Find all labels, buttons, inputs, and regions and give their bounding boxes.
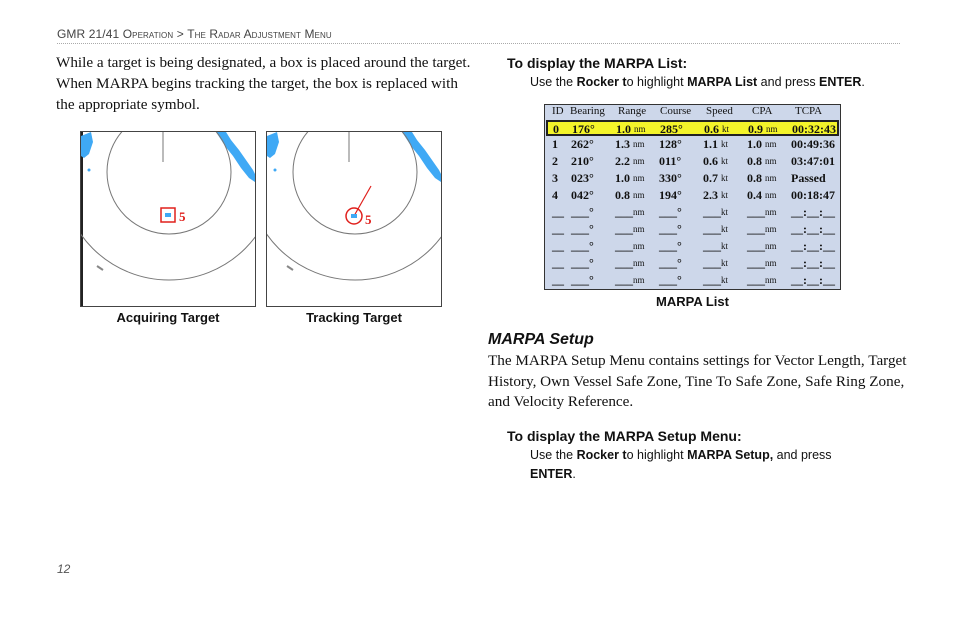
cell-cpa-unit: nm [765,241,777,251]
cell-id: __ [552,239,564,253]
cell-course: ___° [659,205,682,219]
step-title-marpa-setup: To display the MARPA Setup Menu: [507,428,742,444]
cell-cpa-unit: nm [765,224,777,234]
cell-range-unit: nm [634,124,646,134]
cell-bearing: 210° [571,154,594,168]
radar-image-tracking [267,132,441,306]
col-cpa: CPA [752,105,773,117]
cell-id: __ [552,256,564,270]
cell-speed: ___ [703,273,721,287]
cell-tcpa: __:__:__ [791,205,835,219]
col-course: Course [660,105,692,117]
step-instruction-marpa-setup: Use the Rocker to highlight MARPA Setup, and press ENTER. [530,448,832,481]
table-row[interactable] [547,188,838,204]
cell-tcpa: __:__:__ [791,222,835,236]
cell-tcpa: 00:32:43 [792,122,836,136]
marpa-list-header [545,105,840,119]
intro-paragraph: While a target is being designated, a box is placed around the target. When MARPA begins tracking the target, the box is replaced with the appropriate symbol. [56,54,471,113]
cell-cpa-unit: nm [765,139,777,149]
cell-id: 2 [552,154,558,168]
cell-speed: ___ [703,222,721,236]
cell-speed: 2.3 [703,188,718,202]
cell-range-unit: nm [633,241,645,251]
cell-id: 3 [552,171,558,185]
cell-cpa-unit: nm [765,190,777,200]
cell-course: 194° [659,188,682,202]
cell-cpa-unit: nm [765,275,777,285]
cell-range-unit: nm [633,207,645,217]
cell-bearing: ___° [571,222,594,236]
table-row[interactable] [547,273,838,289]
cell-range-unit: nm [633,190,645,200]
cell-speed-unit: kt [721,173,729,183]
cell-speed: ___ [703,205,721,219]
cell-range: 1.0 [615,171,630,185]
cell-tcpa: 03:47:01 [791,154,835,168]
cell-id: 4 [552,188,558,202]
cell-cpa: ___ [747,273,765,287]
cell-course: 285° [660,122,683,136]
cell-id: 0 [553,122,559,136]
cell-range: ___ [615,239,633,253]
page-number: 12 [57,562,71,576]
col-speed: Speed [706,105,733,117]
cell-tcpa: __:__:__ [791,256,835,270]
cell-bearing: 262° [571,137,594,151]
table-row[interactable] [547,171,838,187]
cell-cpa: 1.0 [747,137,762,151]
marpa-setup-paragraph: The MARPA Setup Menu contains settings for Vector Length, Target History, Own Vessel Safe Zone, Tine To Safe Zone, Safe Ring Zone, and Velocity Reference. [488,352,907,410]
cell-cpa: ___ [747,239,765,253]
cell-course: 128° [659,137,682,151]
figure-tracking-target [266,131,442,307]
table-row[interactable] [547,137,838,153]
cell-speed: ___ [703,239,721,253]
header-subsection: The Radar Adjustment Menu [187,27,332,41]
cell-speed: 1.1 [703,137,718,151]
cell-range: ___ [615,222,633,236]
cell-range: 1.0 [616,122,631,136]
cell-tcpa: __:__:__ [791,273,835,287]
header-section: Operation [122,27,174,41]
running-header [57,27,332,41]
col-range: Range [618,105,647,117]
cell-id: 1 [552,137,558,151]
caption-acquiring-target: Acquiring Target [116,310,220,325]
cell-bearing: ___° [571,273,594,287]
cell-id: __ [552,222,564,236]
cell-range: ___ [615,205,633,219]
cell-id: __ [552,205,564,219]
table-row[interactable] [547,239,838,255]
cell-range: ___ [615,273,633,287]
marpa-list-screen [544,104,841,290]
caption-tracking-target: Tracking Target [306,310,402,325]
cell-tcpa: 00:18:47 [791,188,835,202]
cell-cpa: 0.4 [747,188,762,202]
cell-bearing: 176° [572,122,595,136]
col-tcpa: TCPA [795,105,823,117]
cell-tcpa: Passed [791,171,826,185]
radar-image-acquiring [81,132,255,306]
cell-bearing: ___° [571,205,594,219]
cell-speed: ___ [703,256,721,270]
cell-course: ___° [659,273,682,287]
cell-speed-unit: kt [721,156,729,166]
cell-cpa-unit: nm [765,173,777,183]
cell-range-unit: nm [633,156,645,166]
step-title-marpa-list: To display the MARPA List: [507,55,688,71]
cell-range-unit: nm [633,275,645,285]
cell-course: 330° [659,171,682,185]
table-row[interactable] [547,154,838,170]
cell-speed-unit: kt [721,207,729,217]
header-sep: > [176,27,184,41]
cell-speed-unit: kt [721,224,729,234]
cell-cpa-unit: nm [765,258,777,268]
cell-course: 011° [659,154,682,168]
cell-range: 2.2 [615,154,630,168]
cell-bearing: 023° [571,171,594,185]
cell-range: ___ [615,256,633,270]
table-row[interactable] [547,256,838,272]
cell-id: __ [552,273,564,287]
cell-speed: 0.6 [703,154,718,168]
header-model: GMR 21/41 [57,27,120,41]
step-instruction-marpa-list: Use the Rocker to highlight MARPA List and press ENTER. [530,75,865,89]
col-bearing: Bearing [570,105,605,117]
cell-cpa: ___ [747,256,765,270]
cell-speed-unit: kt [721,275,729,285]
section-title-marpa-setup: MARPA Setup [488,331,594,348]
figure-acquiring-target [80,131,256,307]
table-row[interactable] [547,222,838,238]
cell-speed: 0.7 [703,171,718,185]
cell-range-unit: nm [633,258,645,268]
cell-tcpa: 00:49:36 [791,137,835,151]
cell-course: ___° [659,256,682,270]
target-id-label: 5 [179,209,186,224]
cell-bearing: 042° [571,188,594,202]
marpa-row-selected[interactable] [546,120,839,136]
cell-range: 0.8 [615,188,630,202]
cell-range-unit: nm [633,139,645,149]
col-id: ID [552,105,564,117]
caption-marpa-list: MARPA List [656,294,729,309]
cell-bearing: ___° [571,256,594,270]
cell-speed-unit: kt [721,258,729,268]
cell-speed-unit: kt [722,124,730,134]
cell-cpa: ___ [747,205,765,219]
cell-course: ___° [659,239,682,253]
cell-speed-unit: kt [721,241,729,251]
cell-speed: 0.6 [704,122,719,136]
target-id-label: 5 [365,212,372,227]
header-divider [57,43,900,44]
cell-range-unit: nm [633,173,645,183]
cell-cpa-unit: nm [766,124,778,134]
cell-speed-unit: kt [721,190,729,200]
cell-speed-unit: kt [721,139,729,149]
table-row[interactable] [547,205,838,221]
cell-tcpa: __:__:__ [791,239,835,253]
cell-cpa: 0.9 [748,122,763,136]
cell-cpa: 0.8 [747,171,762,185]
cell-cpa: 0.8 [747,154,762,168]
cell-cpa-unit: nm [765,156,777,166]
cell-bearing: ___° [571,239,594,253]
cell-course: ___° [659,222,682,236]
cell-range-unit: nm [633,224,645,234]
cell-range: 1.3 [615,137,630,151]
cell-cpa-unit: nm [765,207,777,217]
cell-cpa: ___ [747,222,765,236]
